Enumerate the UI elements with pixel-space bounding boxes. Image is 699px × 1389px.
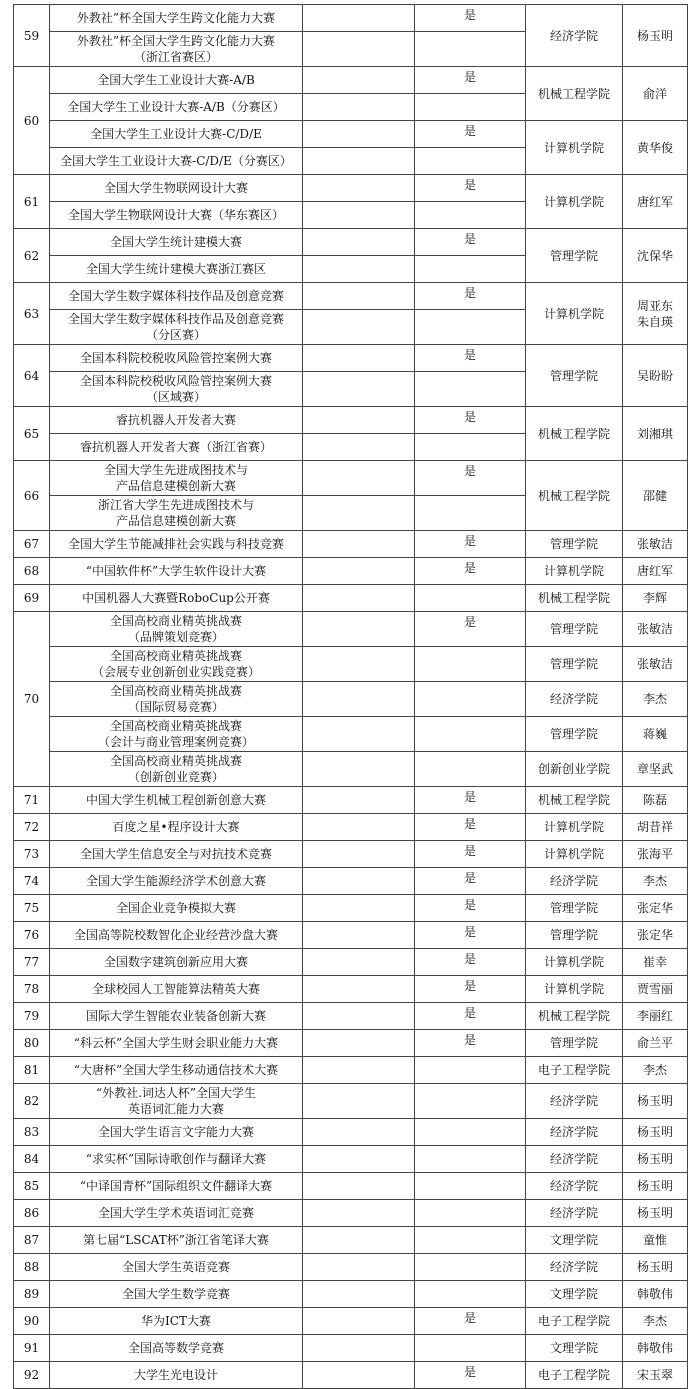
row-number: 91 bbox=[14, 1335, 50, 1362]
college-name: 经济学院 bbox=[526, 1254, 623, 1281]
leader-name: 崔幸 bbox=[623, 949, 688, 976]
college-name: 管理学院 bbox=[526, 647, 623, 682]
leader-name: 胡昔祥 bbox=[623, 814, 688, 841]
blank-cell bbox=[303, 1084, 415, 1119]
row-number: 59 bbox=[14, 5, 50, 67]
competition-name: “大唐杯”全国大学生移动通信技术大赛 bbox=[50, 1057, 303, 1084]
college-name: 文理学院 bbox=[526, 1281, 623, 1308]
competition-name: “求实杯”国际诗歌创作与翻译大赛 bbox=[50, 1146, 303, 1173]
college-name: 计算机学院 bbox=[526, 976, 623, 1003]
key-flag bbox=[415, 1281, 526, 1308]
competition-name: 华为ICT大赛 bbox=[50, 1308, 303, 1335]
table-row bbox=[14, 407, 688, 434]
table-row bbox=[14, 1146, 688, 1173]
key-flag bbox=[415, 310, 526, 345]
key-flag: 是 bbox=[415, 949, 526, 976]
key-flag bbox=[415, 717, 526, 752]
key-flag bbox=[415, 372, 526, 407]
college-name: 管理学院 bbox=[526, 612, 623, 647]
blank-cell bbox=[303, 5, 415, 32]
key-flag bbox=[415, 496, 526, 531]
college-name: 管理学院 bbox=[526, 922, 623, 949]
row-number: 81 bbox=[14, 1057, 50, 1084]
competition-name: 全国本科院校税收风险管控案例大赛 （区域赛） bbox=[50, 372, 303, 407]
college-name: 经济学院 bbox=[526, 1173, 623, 1200]
table-row bbox=[14, 717, 688, 752]
row-number: 79 bbox=[14, 1003, 50, 1030]
college-name: 经济学院 bbox=[526, 1119, 623, 1146]
competition-name: 外教社”杯全国大学生跨文化能力大赛 bbox=[50, 5, 303, 32]
row-number: 67 bbox=[14, 531, 50, 558]
leader-name: 唐红军 bbox=[623, 175, 688, 229]
leader-name: 宋玉翠 bbox=[623, 1362, 688, 1389]
competition-name: 全国大学生节能减排社会实践与科技竞赛 bbox=[50, 531, 303, 558]
blank-cell bbox=[303, 202, 415, 229]
key-flag: 是 bbox=[415, 1362, 526, 1389]
row-number: 62 bbox=[14, 229, 50, 283]
key-flag: 是 bbox=[415, 558, 526, 585]
competition-name: 全国高校商业精英挑战赛 （会计与商业管理案例竞赛） bbox=[50, 717, 303, 752]
row-number: 85 bbox=[14, 1173, 50, 1200]
blank-cell bbox=[303, 1362, 415, 1389]
row-number: 78 bbox=[14, 976, 50, 1003]
blank-cell bbox=[303, 949, 415, 976]
college-name: 计算机学院 bbox=[526, 175, 623, 229]
competition-name: 外教社”杯全国大学生跨文化能力大赛 （浙江省赛区） bbox=[50, 32, 303, 67]
table-row bbox=[14, 1362, 688, 1389]
table-row bbox=[14, 612, 688, 647]
college-name: 电子工程学院 bbox=[526, 1057, 623, 1084]
blank-cell bbox=[303, 1030, 415, 1057]
key-flag: 是 bbox=[415, 67, 526, 94]
blank-cell bbox=[303, 256, 415, 283]
table-row bbox=[14, 461, 688, 496]
key-flag: 是 bbox=[415, 868, 526, 895]
blank-cell bbox=[303, 922, 415, 949]
leader-name: 杨玉明 bbox=[623, 1173, 688, 1200]
row-number: 77 bbox=[14, 949, 50, 976]
blank-cell bbox=[303, 310, 415, 345]
competition-name: 浙江省大学生先进成图技术与 产品信息建模创新大赛 bbox=[50, 496, 303, 531]
table-row bbox=[14, 1254, 688, 1281]
key-flag bbox=[415, 682, 526, 717]
blank-cell bbox=[303, 1200, 415, 1227]
table-row bbox=[14, 1030, 688, 1057]
competition-name: 全国高等数学竞赛 bbox=[50, 1335, 303, 1362]
key-flag bbox=[415, 1335, 526, 1362]
college-name: 经济学院 bbox=[526, 1146, 623, 1173]
blank-cell bbox=[303, 229, 415, 256]
row-number: 75 bbox=[14, 895, 50, 922]
leader-name: 杨玉明 bbox=[623, 5, 688, 67]
leader-name: 李杰 bbox=[623, 1308, 688, 1335]
competition-name: 全国大学生先进成图技术与 产品信息建模创新大赛 bbox=[50, 461, 303, 496]
row-number: 71 bbox=[14, 787, 50, 814]
competition-name: 全国大学生统计建模大赛浙江赛区 bbox=[50, 256, 303, 283]
leader-name: 李杰 bbox=[623, 1057, 688, 1084]
competition-name: 国际大学生智能农业装备创新大赛 bbox=[50, 1003, 303, 1030]
key-flag: 是 bbox=[415, 922, 526, 949]
college-name: 经济学院 bbox=[526, 682, 623, 717]
blank-cell bbox=[303, 647, 415, 682]
row-number: 65 bbox=[14, 407, 50, 461]
blank-cell bbox=[303, 814, 415, 841]
row-number: 89 bbox=[14, 1281, 50, 1308]
row-number: 64 bbox=[14, 345, 50, 407]
table-row bbox=[14, 1227, 688, 1254]
table-row bbox=[14, 1057, 688, 1084]
leader-name: 韩敬伟 bbox=[623, 1335, 688, 1362]
leader-name: 杨玉明 bbox=[623, 1254, 688, 1281]
key-flag: 是 bbox=[415, 1003, 526, 1030]
college-name: 管理学院 bbox=[526, 345, 623, 407]
leader-name: 邵健 bbox=[623, 461, 688, 531]
key-flag bbox=[415, 647, 526, 682]
leader-name: 张定华 bbox=[623, 895, 688, 922]
key-flag bbox=[415, 585, 526, 612]
row-number: 69 bbox=[14, 585, 50, 612]
blank-cell bbox=[303, 976, 415, 1003]
competition-name: 睿抗机器人开发者大赛（浙江省赛） bbox=[50, 434, 303, 461]
table-row bbox=[14, 558, 688, 585]
blank-cell bbox=[303, 1281, 415, 1308]
leader-name: 沈保华 bbox=[623, 229, 688, 283]
row-number: 66 bbox=[14, 461, 50, 531]
row-number: 72 bbox=[14, 814, 50, 841]
table-row bbox=[14, 5, 688, 32]
competition-name: 百度之星•程序设计大赛 bbox=[50, 814, 303, 841]
row-number: 60 bbox=[14, 67, 50, 175]
key-flag: 是 bbox=[415, 1308, 526, 1335]
blank-cell bbox=[303, 787, 415, 814]
competition-name: 全国大学生统计建模大赛 bbox=[50, 229, 303, 256]
table-row bbox=[14, 922, 688, 949]
blank-cell bbox=[303, 841, 415, 868]
leader-name: 张海平 bbox=[623, 841, 688, 868]
competition-name: 大学生光电设计 bbox=[50, 1362, 303, 1389]
leader-name: 杨玉明 bbox=[623, 1146, 688, 1173]
leader-name: 陈磊 bbox=[623, 787, 688, 814]
competition-name: 全国大学生数字媒体科技作品及创意竞赛 bbox=[50, 283, 303, 310]
competition-name: 第七届“LSCAT杯”浙江省笔译大赛 bbox=[50, 1227, 303, 1254]
leader-name: 杨玉明 bbox=[623, 1084, 688, 1119]
key-flag bbox=[415, 256, 526, 283]
blank-cell bbox=[303, 434, 415, 461]
blank-cell bbox=[303, 1146, 415, 1173]
blank-cell bbox=[303, 32, 415, 67]
leader-name: 张定华 bbox=[623, 922, 688, 949]
college-name: 创新创业学院 bbox=[526, 752, 623, 787]
blank-cell bbox=[303, 868, 415, 895]
competition-name: 全国大学生学术英语词汇竞赛 bbox=[50, 1200, 303, 1227]
competition-name: 全国大学生英语竞赛 bbox=[50, 1254, 303, 1281]
table-row bbox=[14, 787, 688, 814]
blank-cell bbox=[303, 1254, 415, 1281]
blank-cell bbox=[303, 345, 415, 372]
leader-name: 俞洋 bbox=[623, 67, 688, 121]
college-name: 经济学院 bbox=[526, 5, 623, 67]
row-number: 63 bbox=[14, 283, 50, 345]
competition-name: 全国数字建筑创新应用大赛 bbox=[50, 949, 303, 976]
college-name: 机械工程学院 bbox=[526, 585, 623, 612]
key-flag: 是 bbox=[415, 787, 526, 814]
competition-name: “中译国青杯”国际组织文件翻译大赛 bbox=[50, 1173, 303, 1200]
blank-cell bbox=[303, 895, 415, 922]
key-flag: 是 bbox=[415, 841, 526, 868]
competition-name: “外教社.词达人杯”全国大学生 英语词汇能力大赛 bbox=[50, 1084, 303, 1119]
competition-name: 全国大学生语言文字能力大赛 bbox=[50, 1119, 303, 1146]
college-name: 文理学院 bbox=[526, 1227, 623, 1254]
competition-table-body bbox=[14, 5, 688, 1389]
table-row bbox=[14, 895, 688, 922]
college-name: 计算机学院 bbox=[526, 814, 623, 841]
blank-cell bbox=[303, 94, 415, 121]
key-flag: 是 bbox=[415, 612, 526, 647]
key-flag bbox=[415, 1146, 526, 1173]
competition-name: 全国大学生数字媒体科技作品及创意竞赛 （分区赛） bbox=[50, 310, 303, 345]
table-row bbox=[14, 814, 688, 841]
row-number: 73 bbox=[14, 841, 50, 868]
college-name: 电子工程学院 bbox=[526, 1308, 623, 1335]
table-row bbox=[14, 121, 688, 148]
key-flag bbox=[415, 94, 526, 121]
college-name: 管理学院 bbox=[526, 717, 623, 752]
college-name: 电子工程学院 bbox=[526, 1362, 623, 1389]
blank-cell bbox=[303, 717, 415, 752]
leader-name: 李辉 bbox=[623, 585, 688, 612]
row-number: 68 bbox=[14, 558, 50, 585]
blank-cell bbox=[303, 1057, 415, 1084]
key-flag: 是 bbox=[415, 895, 526, 922]
row-number: 86 bbox=[14, 1200, 50, 1227]
row-number: 87 bbox=[14, 1227, 50, 1254]
blank-cell bbox=[303, 682, 415, 717]
leader-name: 唐红军 bbox=[623, 558, 688, 585]
key-flag: 是 bbox=[415, 283, 526, 310]
blank-cell bbox=[303, 283, 415, 310]
college-name: 经济学院 bbox=[526, 1200, 623, 1227]
blank-cell bbox=[303, 407, 415, 434]
table-row bbox=[14, 175, 688, 202]
key-flag: 是 bbox=[415, 5, 526, 32]
college-name: 计算机学院 bbox=[526, 283, 623, 345]
key-flag: 是 bbox=[415, 407, 526, 434]
key-flag: 是 bbox=[415, 814, 526, 841]
table-row bbox=[14, 1281, 688, 1308]
leader-name: 韩敬伟 bbox=[623, 1281, 688, 1308]
key-flag: 是 bbox=[415, 229, 526, 256]
competition-name: 全国大学生工业设计大赛-A/B bbox=[50, 67, 303, 94]
table-row bbox=[14, 1119, 688, 1146]
blank-cell bbox=[303, 175, 415, 202]
table-row bbox=[14, 1173, 688, 1200]
blank-cell bbox=[303, 752, 415, 787]
college-name: 计算机学院 bbox=[526, 121, 623, 175]
competition-name: 全国高校商业精英挑战赛 （会展专业创新创业实践竞赛） bbox=[50, 647, 303, 682]
college-name: 机械工程学院 bbox=[526, 787, 623, 814]
competition-name: 全国大学生物联网设计大赛（华东赛区） bbox=[50, 202, 303, 229]
competition-name: 全国大学生工业设计大赛-A/B（分赛区） bbox=[50, 94, 303, 121]
leader-name: 贾雪丽 bbox=[623, 976, 688, 1003]
competition-name: 全国大学生工业设计大赛-C/D/E bbox=[50, 121, 303, 148]
table-row bbox=[14, 1308, 688, 1335]
leader-name: 张敏洁 bbox=[623, 612, 688, 647]
college-name: 管理学院 bbox=[526, 1030, 623, 1057]
key-flag bbox=[415, 752, 526, 787]
key-flag bbox=[415, 32, 526, 67]
college-name: 计算机学院 bbox=[526, 841, 623, 868]
competition-name: 中国大学生机械工程创新创意大赛 bbox=[50, 787, 303, 814]
key-flag bbox=[415, 434, 526, 461]
competition-table bbox=[13, 4, 688, 1389]
leader-name: 童惟 bbox=[623, 1227, 688, 1254]
competition-name: 全国企业竞争模拟大赛 bbox=[50, 895, 303, 922]
table-row bbox=[14, 976, 688, 1003]
blank-cell bbox=[303, 1335, 415, 1362]
blank-cell bbox=[303, 1003, 415, 1030]
key-flag: 是 bbox=[415, 175, 526, 202]
college-name: 机械工程学院 bbox=[526, 67, 623, 121]
leader-name: 刘湘琪 bbox=[623, 407, 688, 461]
blank-cell bbox=[303, 461, 415, 496]
blank-cell bbox=[303, 1119, 415, 1146]
blank-cell bbox=[303, 121, 415, 148]
blank-cell bbox=[303, 585, 415, 612]
key-flag bbox=[415, 1254, 526, 1281]
blank-cell bbox=[303, 1308, 415, 1335]
key-flag: 是 bbox=[415, 461, 526, 496]
competition-name: 全国大学生数学竞赛 bbox=[50, 1281, 303, 1308]
leader-name: 章坚武 bbox=[623, 752, 688, 787]
row-number: 80 bbox=[14, 1030, 50, 1057]
table-row bbox=[14, 1003, 688, 1030]
table-row bbox=[14, 229, 688, 256]
college-name: 机械工程学院 bbox=[526, 461, 623, 531]
leader-name: 张敏洁 bbox=[623, 647, 688, 682]
competition-name: 全球校园人工智能算法精英大赛 bbox=[50, 976, 303, 1003]
competition-name: 全国大学生能源经济学术创意大赛 bbox=[50, 868, 303, 895]
college-name: 计算机学院 bbox=[526, 949, 623, 976]
blank-cell bbox=[303, 1173, 415, 1200]
leader-name: 吴盼盼 bbox=[623, 345, 688, 407]
college-name: 机械工程学院 bbox=[526, 1003, 623, 1030]
row-number: 70 bbox=[14, 612, 50, 787]
competition-name: 全国大学生信息安全与对抗技术竞赛 bbox=[50, 841, 303, 868]
row-number: 61 bbox=[14, 175, 50, 229]
leader-name: 黄华俊 bbox=[623, 121, 688, 175]
row-number: 76 bbox=[14, 922, 50, 949]
blank-cell bbox=[303, 1227, 415, 1254]
competition-name: “科云杯”全国大学生财会职业能力大赛 bbox=[50, 1030, 303, 1057]
college-name: 经济学院 bbox=[526, 868, 623, 895]
leader-name: 周亚东 朱自瑛 bbox=[623, 283, 688, 345]
leader-name: 俞兰平 bbox=[623, 1030, 688, 1057]
key-flag: 是 bbox=[415, 976, 526, 1003]
blank-cell bbox=[303, 496, 415, 531]
key-flag bbox=[415, 1119, 526, 1146]
key-flag bbox=[415, 1200, 526, 1227]
table-row bbox=[14, 841, 688, 868]
table-row bbox=[14, 752, 688, 787]
key-flag bbox=[415, 1084, 526, 1119]
competition-name: 全国高校商业精英挑战赛 （创新创业竞赛） bbox=[50, 752, 303, 787]
leader-name: 杨玉明 bbox=[623, 1119, 688, 1146]
table-row bbox=[14, 345, 688, 372]
key-flag: 是 bbox=[415, 531, 526, 558]
key-flag bbox=[415, 1227, 526, 1254]
key-flag bbox=[415, 1057, 526, 1084]
competition-name: 全国高等院校数智化企业经营沙盘大赛 bbox=[50, 922, 303, 949]
leader-name: 李杰 bbox=[623, 682, 688, 717]
key-flag: 是 bbox=[415, 1030, 526, 1057]
key-flag: 是 bbox=[415, 345, 526, 372]
row-number: 92 bbox=[14, 1362, 50, 1389]
row-number: 88 bbox=[14, 1254, 50, 1281]
competition-name: “中国软件杯”大学生软件设计大赛 bbox=[50, 558, 303, 585]
leader-name: 蒋巍 bbox=[623, 717, 688, 752]
table-row bbox=[14, 531, 688, 558]
row-number: 82 bbox=[14, 1084, 50, 1119]
competition-name: 全国高校商业精英挑战赛 （品牌策划竞赛） bbox=[50, 612, 303, 647]
leader-name: 张敏洁 bbox=[623, 531, 688, 558]
competition-name: 全国本科院校税收风险管控案例大赛 bbox=[50, 345, 303, 372]
leader-name: 李丽红 bbox=[623, 1003, 688, 1030]
blank-cell bbox=[303, 558, 415, 585]
competition-name: 全国高校商业精英挑战赛 （国际贸易竞赛） bbox=[50, 682, 303, 717]
row-number: 84 bbox=[14, 1146, 50, 1173]
blank-cell bbox=[303, 612, 415, 647]
college-name: 经济学院 bbox=[526, 1084, 623, 1119]
college-name: 管理学院 bbox=[526, 531, 623, 558]
competition-name: 睿抗机器人开发者大赛 bbox=[50, 407, 303, 434]
leader-name: 李杰 bbox=[623, 868, 688, 895]
table-row bbox=[14, 868, 688, 895]
table-row bbox=[14, 67, 688, 94]
blank-cell bbox=[303, 531, 415, 558]
blank-cell bbox=[303, 372, 415, 407]
row-number: 83 bbox=[14, 1119, 50, 1146]
college-name: 管理学院 bbox=[526, 895, 623, 922]
table-row bbox=[14, 647, 688, 682]
competition-name: 全国大学生物联网设计大赛 bbox=[50, 175, 303, 202]
key-flag: 是 bbox=[415, 121, 526, 148]
leader-name: 杨玉明 bbox=[623, 1200, 688, 1227]
college-name: 机械工程学院 bbox=[526, 407, 623, 461]
row-number: 90 bbox=[14, 1308, 50, 1335]
blank-cell bbox=[303, 67, 415, 94]
college-name: 管理学院 bbox=[526, 229, 623, 283]
blank-cell bbox=[303, 148, 415, 175]
key-flag bbox=[415, 148, 526, 175]
table-row bbox=[14, 1084, 688, 1119]
table-row bbox=[14, 585, 688, 612]
key-flag bbox=[415, 202, 526, 229]
competition-name: 全国大学生工业设计大赛-C/D/E（分赛区） bbox=[50, 148, 303, 175]
table-row bbox=[14, 1335, 688, 1362]
row-number: 74 bbox=[14, 868, 50, 895]
college-name: 计算机学院 bbox=[526, 558, 623, 585]
table-row bbox=[14, 949, 688, 976]
table-row bbox=[14, 283, 688, 310]
key-flag bbox=[415, 1173, 526, 1200]
college-name: 文理学院 bbox=[526, 1335, 623, 1362]
competition-name: 中国机器人大赛暨RoboCup公开赛 bbox=[50, 585, 303, 612]
table-row bbox=[14, 1200, 688, 1227]
table-row bbox=[14, 682, 688, 717]
